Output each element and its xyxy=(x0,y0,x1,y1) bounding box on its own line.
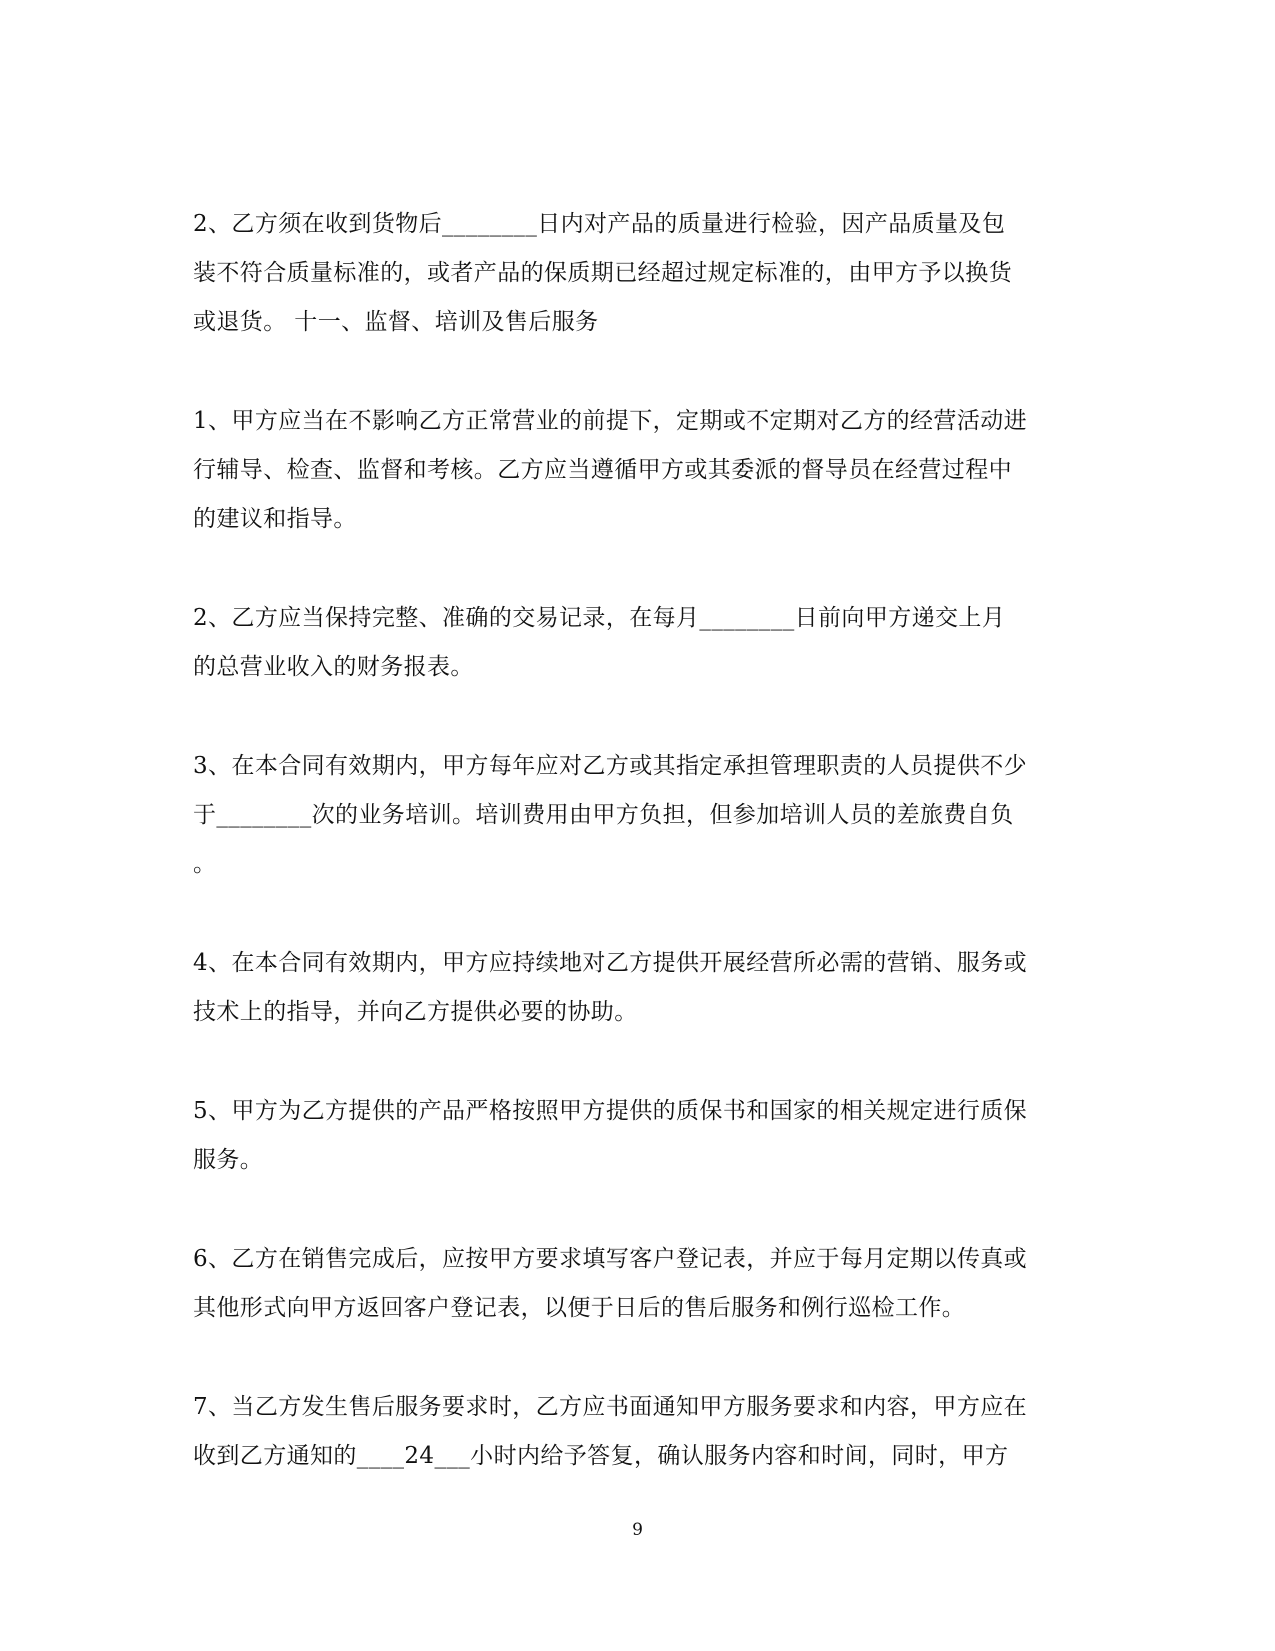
paragraph-supervision xyxy=(193,397,1083,544)
text-line: 服务。 xyxy=(193,1147,264,1173)
text-line: 5、甲方为乙方提供的产品严格按照甲方提供的质保书和国家的相关规定进行质保 xyxy=(193,1098,1028,1124)
text-line: 2、乙方应当保持完整、准确的交易记录，在每月________日前向甲方递交上月 xyxy=(193,605,1006,631)
paragraph-guidance xyxy=(193,939,1083,1037)
paragraph-training xyxy=(193,742,1083,889)
paragraph-inspection xyxy=(193,200,1083,347)
text-line: 的建议和指导。 xyxy=(193,506,357,532)
paragraph-warranty xyxy=(193,1087,1083,1185)
text-line: 。 xyxy=(193,851,217,877)
text-line: 的总营业收入的财务报表。 xyxy=(193,654,474,680)
text-line: 于________次的业务培训。培训费用由甲方负担，但参加培训人员的差旅费自负 xyxy=(193,802,1014,828)
text-line: 或退货。 十一、监督、培训及售后服务 xyxy=(193,309,599,335)
text-line: 3、在本合同有效期内，甲方每年应对乙方或其指定承担管理职责的人员提供不少 xyxy=(193,753,1028,779)
text-line: 收到乙方通知的____24___小时内给予答复，确认服务内容和时间，同时，甲方 xyxy=(193,1443,1009,1469)
text-line: 其他形式向甲方返回客户登记表，以便于日后的售后服务和例行巡检工作。 xyxy=(193,1295,966,1321)
text-line: 技术上的指导，并向乙方提供必要的协助。 xyxy=(193,999,638,1025)
paragraph-records xyxy=(193,594,1083,692)
text-line: 装不符合质量标准的，或者产品的保质期已经超过规定标准的，由甲方予以换货 xyxy=(193,260,1012,286)
text-line: 6、乙方在销售完成后，应按甲方要求填写客户登记表，并应于每月定期以传真或 xyxy=(193,1246,1028,1272)
text-line: 2、乙方须在收到货物后________日内对产品的质量进行检验，因产品质量及包 xyxy=(193,211,1006,237)
document-body xyxy=(193,200,1083,1531)
text-line: 1、甲方应当在不影响乙方正常营业的前提下，定期或不定期对乙方的经营活动进 xyxy=(193,408,1028,434)
text-line: 4、在本合同有效期内，甲方应持续地对乙方提供开展经营所必需的营销、服务或 xyxy=(193,950,1028,976)
text-line: 行辅导、检查、监督和考核。乙方应当遵循甲方或其委派的督导员在经营过程中 xyxy=(193,457,1012,483)
text-line: 7、当乙方发生售后服务要求时，乙方应书面通知甲方服务要求和内容，甲方应在 xyxy=(193,1394,1028,1420)
paragraph-after-sales-request xyxy=(193,1383,1083,1481)
page-number: 9 xyxy=(632,1520,643,1540)
paragraph-customer-registration xyxy=(193,1235,1083,1333)
